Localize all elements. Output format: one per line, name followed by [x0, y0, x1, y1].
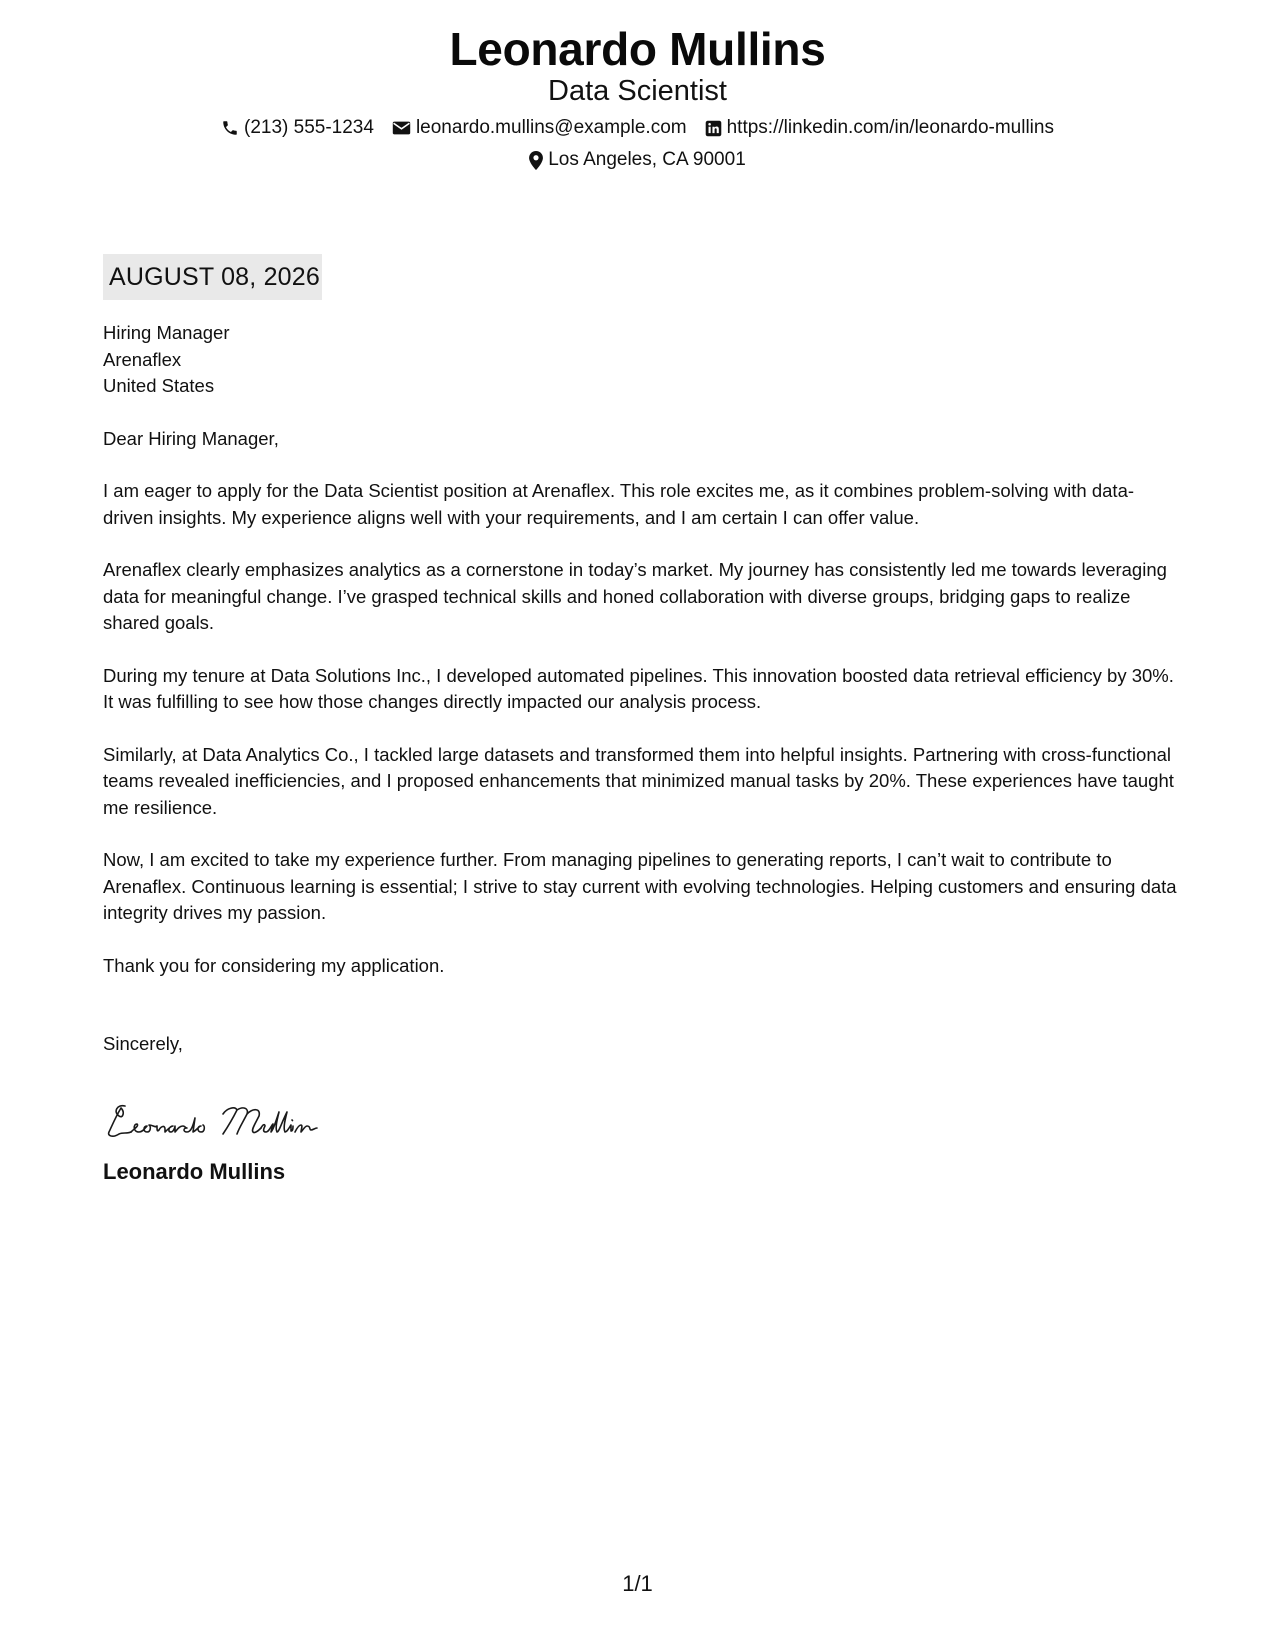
applicant-title: Data Scientist — [548, 75, 727, 107]
phone-text: (213) 555-1234 — [244, 117, 374, 138]
page-number: 1/1 — [622, 1571, 653, 1596]
greeting: Dear Hiring Manager, — [103, 427, 279, 449]
recipient-line: Arenaflex — [103, 348, 182, 370]
contact-location — [529, 148, 746, 172]
phone-icon — [221, 119, 239, 137]
paragraph: Similarly, at Data Analytics Co., I tackled large datasets and transformed them into helpful insights. Partnering with cross-functional teams revealed inefficiencies, and I proposed enhancements that minimized manual tasks by 20%. These experiences have taught me resilience. — [103, 743, 1174, 818]
closing: Sincerely, — [103, 1033, 183, 1054]
recipient-line: Hiring Manager — [103, 322, 230, 343]
paragraph: During my tenure at Data Solutions Inc., I developed automated pipelines. This innovation boosted data retrieval efficiency by 30%. It was fulfilling to see how those changes directly impacted our analysis process. — [103, 664, 1174, 712]
location-text: Los Angeles, CA 90001 — [548, 149, 746, 170]
signature-drawing — [103, 1094, 373, 1144]
contact-phone — [221, 116, 374, 140]
handwritten-signature — [103, 1094, 1183, 1144]
contact-row — [0, 116, 1275, 140]
recipient-line: United States — [103, 375, 215, 396]
paragraph: I am eager to apply for the Data Scientist position at Arenaflex. This role excites me, as it combines problem-solving with data-driven insights. My experience aligns well with your requirements, and I am certain I can offer value. — [103, 480, 1135, 528]
contact-email[interactable] — [392, 116, 687, 140]
map-pin-icon — [529, 151, 543, 170]
letter-date: AUGUST 08, 2026 — [103, 254, 322, 300]
contact-linkedin[interactable] — [705, 116, 1054, 140]
paragraph: Arenaflex clearly emphasizes analytics as a cornerstone in today’s market. My journey has consistently led me towards leveraging data for meaningful change. I’ve grasped technical skills and honed collaboration with diverse groups, bridging gaps to realize shared goals. — [103, 559, 1167, 633]
letter-body — [103, 254, 1183, 1186]
letter-header — [0, 22, 1275, 172]
email-link[interactable]: leonardo.mullins@example.com — [415, 117, 687, 138]
linkedin-icon — [705, 120, 722, 137]
signed-name: Leonardo Mullins — [103, 1158, 286, 1184]
paragraph: Now, I am excited to take my experience further. From managing pipelines to generating reports, I can’t wait to contribute to Arenaflex. Continuous learning is essential; I strive to stay current with evolving technologies. Helping customers and ensuring data integrity drives my passion. — [103, 849, 1177, 923]
recipient-block — [103, 320, 1183, 400]
location-row — [0, 148, 1275, 172]
paragraph: Thank you for considering my application. — [103, 954, 445, 976]
linkedin-link[interactable]: https://linkedin.com/in/leonardo-mullins — [726, 117, 1054, 138]
envelope-icon — [392, 120, 411, 136]
applicant-name: Leonardo Mullins — [449, 23, 826, 75]
